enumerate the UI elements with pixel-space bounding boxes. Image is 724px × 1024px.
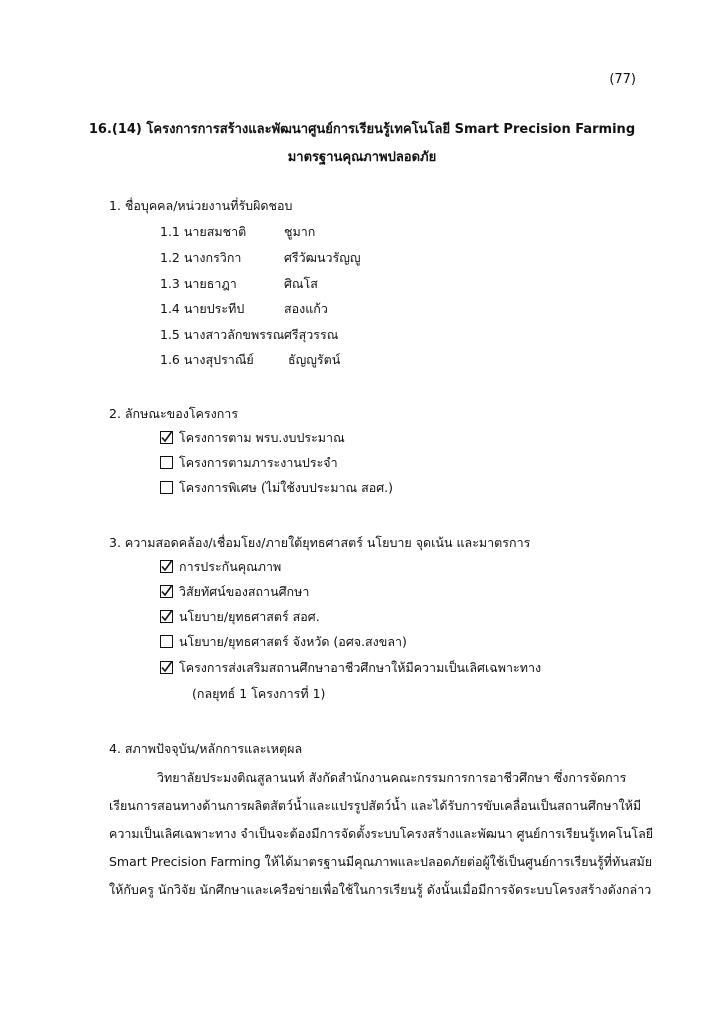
section3-heading: 3. ความสอดคล้อง/เชื่อมโยง/ภายใต้ยุทธศาสตร์ นโยบาย จุดเน้น และมาตรการ [109,535,531,550]
paragraph-line: วิทยาลัยประมงติณสูลานนท์ สังกัดสำนักงานคณะกรรมการการอาชีวศึกษา ซึ่งการจัดการ [157,770,627,785]
person-surname: ชูมาก [284,224,316,239]
alignment-option [160,582,309,602]
paragraph-line: ความเป็นเลิศเฉพาะทาง จำเป็นจะต้องมีการจัดตั้งระบบโครงสร้างและพัฒนา ศูนย์การเรียนรู้เทคโนโลยี [109,826,654,841]
option-label: วิสัยทัศน์ของสถานศึกษา [179,584,310,599]
person-surname: สองแก้ว [284,301,328,316]
project-subtitle: มาตรฐานคุณภาพปลอดภัย [287,150,437,165]
paragraph-line: Smart Precision Farming ให้ได้มาตรฐานมีคุณภาพและปลอดภัยต่อผู้ใช้เป็นศูนย์การเรียนรู้ที่ทันสมัย [109,854,653,869]
checkmark-icon [160,560,173,573]
option-label: โครงการพิเศษ (ไม่ใช้งบประมาณ สอศ.) [179,480,393,495]
person-row [160,299,328,319]
person-name: 1.1 นายสมชาติ [160,224,247,239]
checkbox[interactable] [160,661,173,674]
checkmark-icon [160,585,173,598]
rationale-paragraph [109,764,654,904]
option-label: นโยบาย/ยุทธศาสตร์ จังหวัด (อศจ.สงขลา) [179,634,407,649]
option-label: การประกันคุณภาพ [179,559,282,574]
alignment-option [160,607,320,627]
checkmark-icon [160,661,173,674]
checkbox[interactable] [160,560,173,573]
person-name: 1.4 นายประทีป [160,301,245,316]
person-row [160,325,338,345]
person-name: 1.5 นางสาวลักขพรรณ [160,327,285,342]
project-title: 16.(14) โครงการการสร้างและพัฒนาศูนย์การเรียนรู้เทคโนโลยี Smart Precision Farming [88,122,636,137]
paragraph-line: เรียนการสอนทางด้านการผลิตสัตว์น้ำและแปรรูปสัตว์น้ำ และได้รับการขับเคลื่อนเป็นสถานศึกษาให้มี [109,798,642,813]
person-row [160,222,315,242]
paragraph-line: ให้กับครู นักวิจัย นักศึกษาและเครือข่ายเพื่อใช้ในการเรียนรู้ ดังนั้นเมื่อมีการจัดระบบโครงสร้างดังกล่าว [109,882,652,897]
person-name: 1.6 นางสุปราณีย์ [160,352,254,367]
section1-heading: 1. ชื่อบุคคล/หน่วยงานที่รับผิดชอบ [109,198,293,213]
person-name: 1.2 นางกรวิกา [160,250,242,265]
section4-heading: 4. สภาพปัจจุบัน/หลักการและเหตุผล [109,741,303,756]
person-surname: ศรีวัฒนวรัญญู [284,250,361,265]
person-surname: ศรีสุวรรณ [284,327,339,342]
person-row [160,350,340,370]
checkbox[interactable] [160,431,173,444]
checkbox[interactable] [160,635,173,648]
checkbox[interactable] [160,585,173,598]
option-label: โครงการส่งเสริมสถานศึกษาอาชีวศึกษาให้มีความเป็นเลิศเฉพาะทาง [179,660,542,675]
checkbox[interactable] [160,481,173,494]
checkmark-icon [160,431,173,444]
person-row [160,274,318,294]
alignment-option [160,658,541,678]
project-type-option [160,428,345,448]
person-surname: ธัญญูรัตน์ [288,352,341,367]
checkbox[interactable] [160,610,173,623]
strategy-note: (กลยุทธ์ 1 โครงการที่ 1) [192,686,326,701]
project-type-option [160,478,393,498]
checkmark-icon [160,610,173,623]
checkbox[interactable] [160,456,173,469]
option-label: โครงการตาม พรบ.งบประมาณ [179,430,345,445]
alignment-option [160,557,281,577]
option-label: โครงการตามภาระงานประจำ [179,455,338,470]
option-label: นโยบาย/ยุทธศาสตร์ สอศ. [179,609,320,624]
project-type-option [160,453,338,473]
person-name: 1.3 นายธาฎา [160,276,237,291]
page-number: (77) [609,72,636,87]
person-row [160,248,361,268]
alignment-option [160,632,407,652]
person-surname: ศิณโส [284,276,318,291]
section2-heading: 2. ลักษณะของโครงการ [109,406,239,421]
